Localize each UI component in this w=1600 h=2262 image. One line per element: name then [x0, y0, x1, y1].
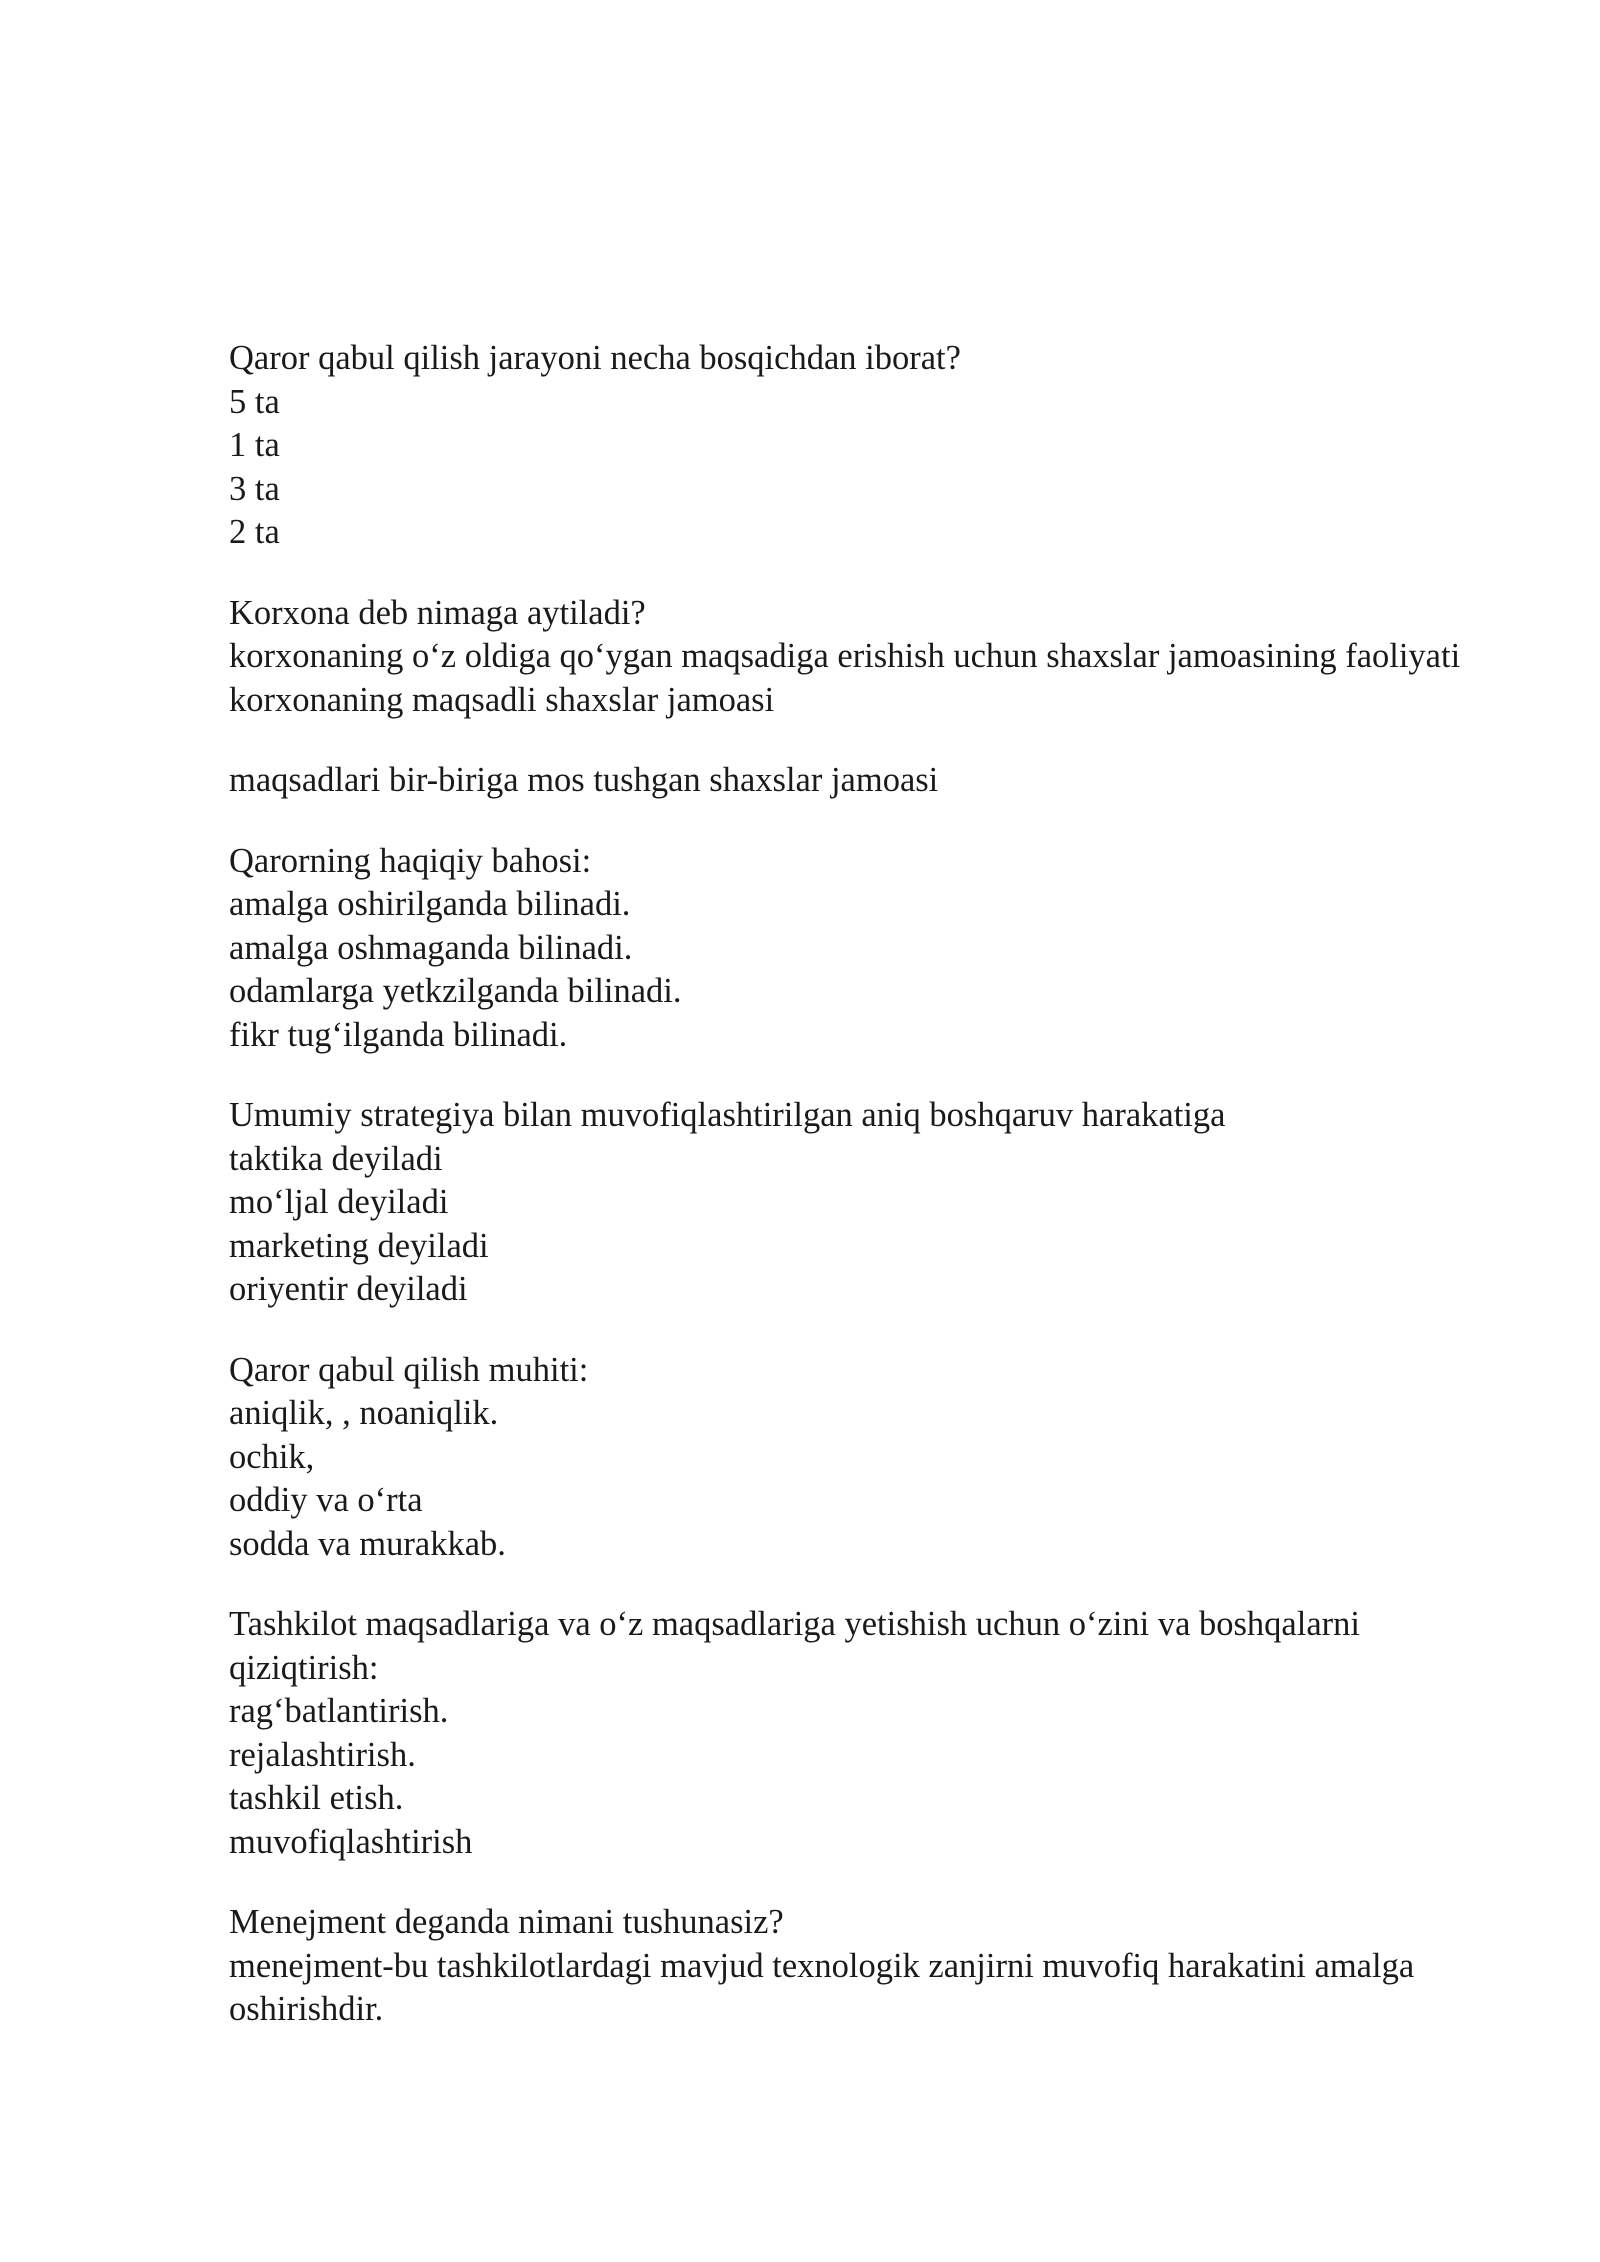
- question-text: Korxona deb nimaga aytiladi?: [229, 593, 646, 632]
- question-block: [229, 1349, 1489, 1567]
- answer-option: amalga oshmaganda bilinadi.: [229, 928, 633, 967]
- answer-option: taktika deyiladi: [229, 1139, 443, 1178]
- answer-option: mo‘ljal deyiladi: [229, 1183, 449, 1221]
- question-block: [229, 337, 1489, 555]
- answer-option: 3 ta: [229, 469, 280, 508]
- answer-option: 2 ta: [229, 513, 280, 551]
- question-text: Qaror qabul qilish muhiti:: [229, 1350, 589, 1389]
- answer-option: korxonaning o‘z oldiga qo‘ygan maqsadiga erishish uchun shaxslar jamoasining faoliyati: [229, 637, 1461, 675]
- question-text: Menejment deganda nimani tushunasiz?: [229, 1903, 784, 1941]
- answer-option: rag‘batlantirish.: [229, 1692, 449, 1730]
- question-text: Umumiy strategiya bilan muvofiqlashtirilgan aniq boshqaruv harakatiga: [229, 1096, 1226, 1134]
- answer-option: 1 ta: [229, 426, 280, 464]
- answer-option: rejalashtirish.: [229, 1735, 416, 1774]
- answer-option: ochik,: [229, 1437, 315, 1476]
- blank-line: [229, 722, 1489, 759]
- answer-option: sodda va murakkab.: [229, 1524, 506, 1563]
- answer-option: tashkil etish.: [229, 1779, 404, 1817]
- answer-option: oddiy va o‘rta: [229, 1481, 423, 1519]
- answer-option: odamlarga yetkzilganda bilinadi.: [229, 972, 682, 1010]
- question-block: [229, 1603, 1489, 1864]
- question-block: [229, 1094, 1489, 1312]
- document-page: [229, 337, 1489, 2069]
- question-block: [229, 1901, 1489, 2032]
- question-text: Qaror qabul qilish jarayoni necha bosqichdan iborat?: [229, 339, 961, 377]
- answer-option: menejment-bu tashkilotlardagi mavjud texnologik zanjirni muvofiq harakatini amalga oshirishdir.: [229, 1946, 1415, 2028]
- question-text: Qarorning haqiqiy bahosi:: [229, 841, 592, 880]
- question-text: Tashkilot maqsadlariga va o‘z maqsadlariga yetishish uchun o‘zini va boshqalarni qiziqtirish:: [229, 1605, 1360, 1687]
- answer-option: muvofiqlashtirish: [229, 1822, 473, 1861]
- answer-option: aniqlik, , noaniqlik.: [229, 1394, 499, 1432]
- answer-option: korxonaning maqsadli shaxslar jamoasi: [229, 680, 775, 719]
- answer-option: oriyentir deyiladi: [229, 1270, 468, 1308]
- answer-option: maqsadlari bir-biriga mos tushgan shaxslar jamoasi: [229, 761, 939, 799]
- answer-option: fikr tug‘ilganda bilinadi.: [229, 1015, 568, 1054]
- answer-option: marketing deyiladi: [229, 1226, 489, 1265]
- answer-option: amalga oshirilganda bilinadi.: [229, 885, 631, 923]
- answer-option: 5 ta: [229, 382, 280, 421]
- question-block: [229, 592, 1489, 803]
- question-block: [229, 840, 1489, 1058]
